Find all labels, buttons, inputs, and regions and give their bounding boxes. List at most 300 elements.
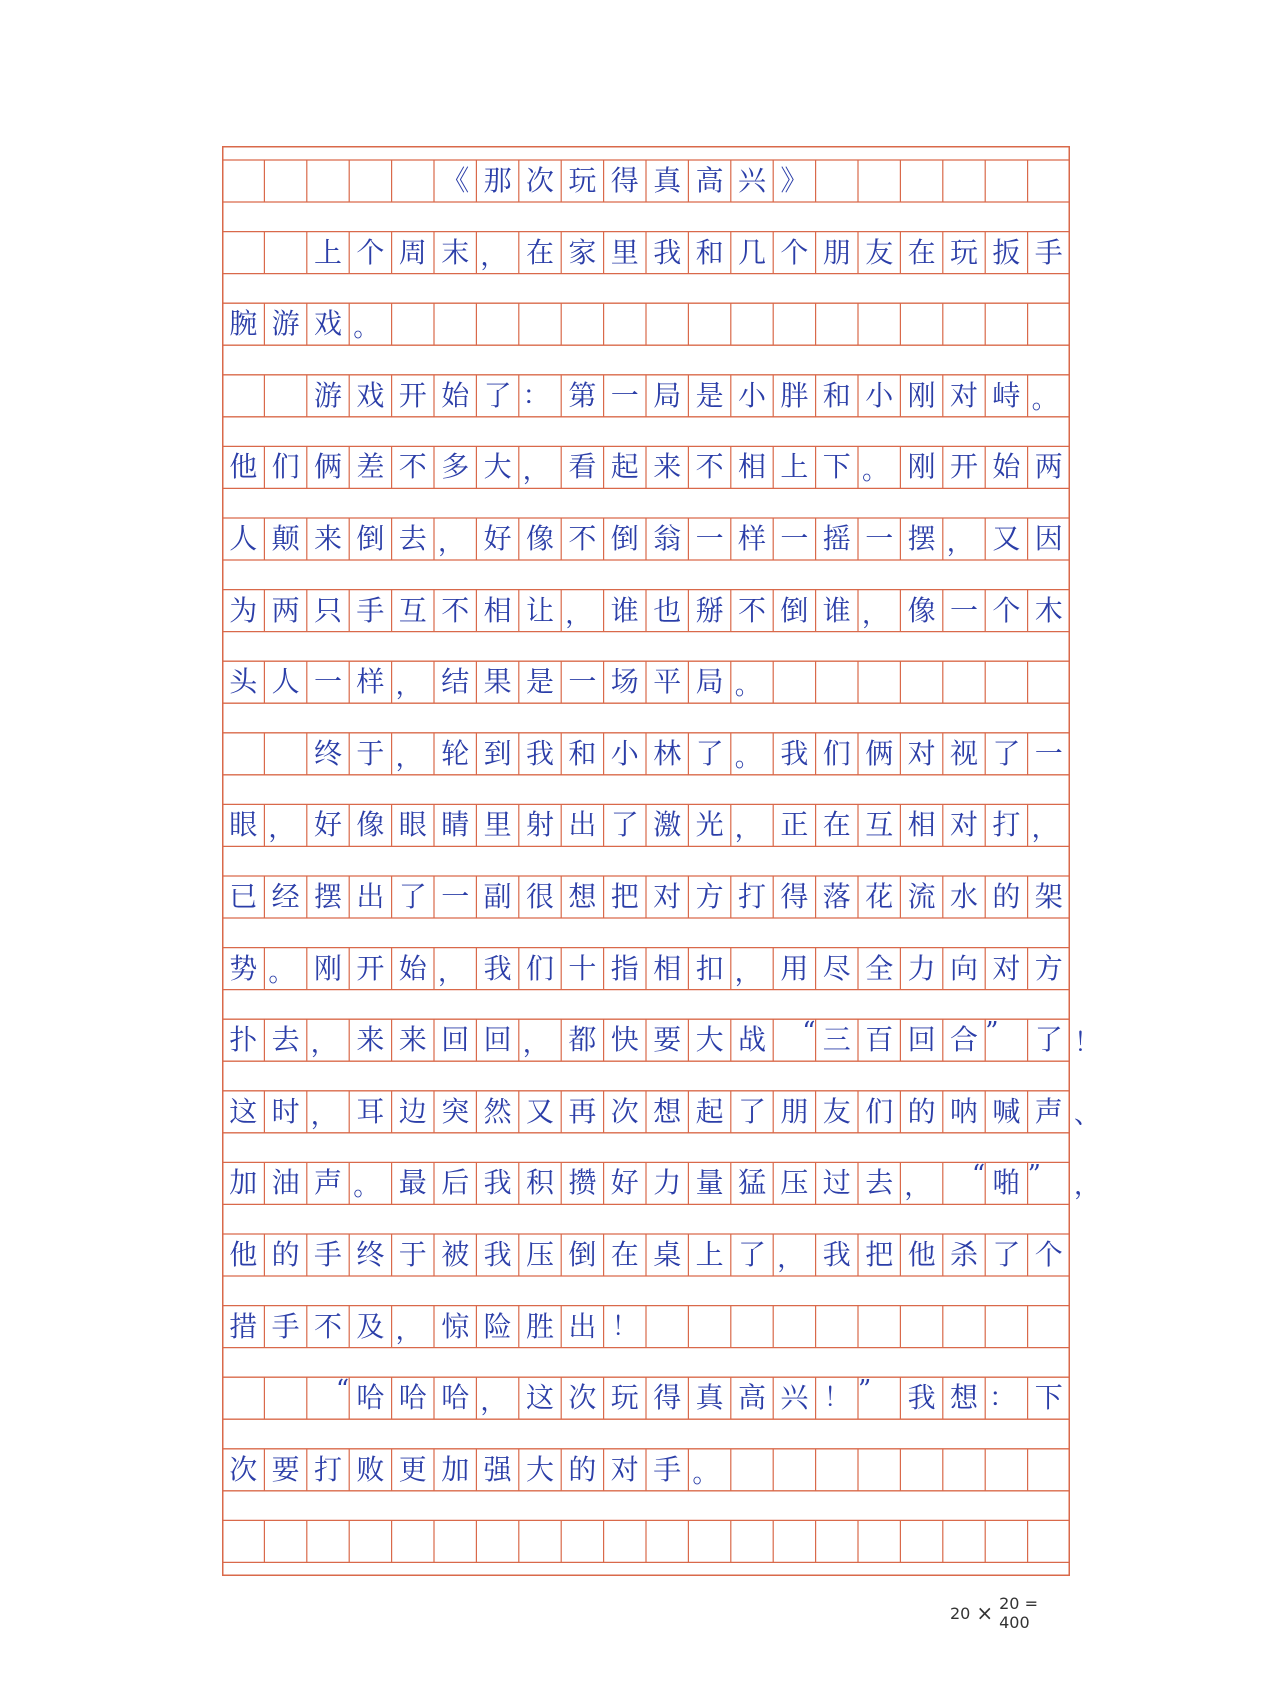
grid-cell: 都 [568, 1023, 597, 1057]
grid-cell: 耳 [356, 1094, 385, 1128]
grid-cell: 回 [441, 1023, 470, 1057]
grid-cell [985, 1520, 1027, 1562]
grid-cell: 这 [525, 1381, 554, 1415]
grid-cell: ， [438, 528, 465, 558]
grid-cell: 是 [525, 665, 554, 699]
grid-cell: 一 [568, 665, 597, 699]
grid-cell [264, 733, 306, 775]
grid-cell: 下 [1034, 1381, 1063, 1415]
grid-cell: 朋 [780, 1094, 809, 1128]
grid-cell: 险 [483, 1309, 512, 1343]
grid-cell [688, 1520, 730, 1562]
grid-cell: 个 [780, 235, 809, 269]
grid-row [222, 948, 1070, 990]
grid-cell: 想 [568, 880, 597, 913]
grid-cell: 几 [737, 235, 766, 269]
grid-cell: 了 [992, 1238, 1021, 1271]
grid-cell: 边 [398, 1094, 427, 1128]
grid-cell [307, 1520, 349, 1562]
grid-cell: 一 [780, 522, 809, 555]
grid-cell: 在 [610, 1238, 639, 1271]
grid-cell: 的 [907, 1094, 936, 1128]
grid-cell: 了 [610, 808, 639, 842]
grid-cell: 十 [568, 951, 597, 985]
grid-cell: 了 [695, 736, 724, 770]
grid-cell [1028, 1449, 1070, 1491]
grid-cell: 摆 [907, 522, 936, 555]
grid-cell: 喊 [992, 1094, 1021, 1128]
grid-cell [816, 1520, 858, 1562]
grid-cell [816, 1306, 858, 1348]
grid-cell: ， [734, 814, 761, 845]
grid-cell [646, 303, 688, 345]
grid-cell [900, 1306, 942, 1348]
grid-cell: 是 [695, 378, 724, 412]
grid-cell: 一 [1034, 736, 1063, 770]
grid-cell [731, 303, 773, 345]
grid-cell: 去 [398, 522, 427, 555]
grid-cell: 的 [992, 880, 1021, 913]
grid-cell: 高 [737, 1381, 766, 1415]
grid-cell: 摆 [313, 880, 342, 913]
grid-cell: 杀 [949, 1238, 978, 1271]
grid-cell: 打 [313, 1452, 342, 1486]
grid-cell: 力 [653, 1166, 682, 1200]
grid-cell: 加 [441, 1452, 470, 1486]
grid-cell: 真 [695, 1381, 724, 1415]
overflow-punctuation: ！ [1074, 1027, 1101, 1058]
grid-cell: 在 [525, 235, 554, 269]
grid-cell [604, 303, 646, 345]
grid-cell: 流 [907, 880, 936, 913]
grid-cell [773, 661, 815, 703]
grid-cell: 和 [568, 736, 597, 770]
grid-cell: 被 [441, 1238, 470, 1271]
grid-cell [561, 303, 603, 345]
grid-cell: 我 [822, 1238, 851, 1271]
grid-cell: 来 [356, 1023, 385, 1057]
grid-cell: ， [310, 1100, 337, 1131]
grid-cell: 那 [483, 164, 512, 197]
grid-cell: 再 [568, 1094, 597, 1128]
grid-outer-border [223, 147, 1070, 1576]
grid-cell: 对 [949, 378, 978, 412]
grid-cell: 战 [737, 1023, 766, 1057]
grid-row [222, 1234, 1070, 1276]
grid-row [222, 160, 1070, 202]
grid-row [222, 1160, 1101, 1204]
grid-cell: 方 [695, 880, 724, 913]
grid-cell: 朋 [822, 235, 851, 269]
grid-cell: 扑 [229, 1023, 258, 1057]
grid-cell: 向 [949, 951, 978, 985]
grid-cell: “ [802, 1017, 816, 1048]
grid-cell: 上 [780, 450, 809, 484]
grid-cell: 要 [271, 1452, 300, 1486]
grid-cell: 来 [313, 522, 342, 555]
grid-cell [688, 303, 730, 345]
grid-cell: 惊 [441, 1309, 470, 1343]
grid-cell: 桌 [653, 1238, 682, 1271]
grid-cell: 不 [737, 593, 766, 627]
grid-cell: 只 [313, 593, 342, 627]
grid-cell: 出 [568, 1309, 597, 1343]
grid-row [222, 1520, 1070, 1562]
grid-cell: 最 [398, 1166, 427, 1200]
grid-cell: 很 [525, 880, 554, 913]
grid-cell: 了 [398, 880, 427, 913]
grid-cell: 相 [737, 450, 766, 484]
grid-cell: ， [395, 671, 422, 702]
grid-cell: 不 [398, 450, 427, 484]
grid-cell: 扳 [992, 235, 1021, 269]
grid-cell: 啪 [992, 1166, 1021, 1200]
grid-cell: 刚 [313, 951, 342, 985]
grid-cell [943, 160, 985, 202]
grid-cell: 架 [1034, 880, 1063, 913]
grid-cell [900, 661, 942, 703]
grid-cell: 力 [907, 951, 936, 985]
grid-cell: 到 [483, 736, 512, 770]
grid-cell: 样 [356, 665, 385, 699]
grid-cell: ： [522, 380, 549, 411]
grid-cell: 眼 [398, 808, 427, 842]
grid-cell: 差 [356, 450, 385, 484]
grid-cell: 眼 [229, 808, 258, 842]
grid-cell: 互 [398, 593, 427, 627]
grid-cell: 时 [271, 1094, 300, 1128]
grid-cell: 场 [610, 665, 639, 699]
grid-cell: 哈 [356, 1381, 385, 1415]
grid-cell: 互 [865, 808, 894, 842]
grid-cell: 和 [822, 378, 851, 412]
grid-cell: 一 [695, 522, 724, 555]
grid-cell [985, 1449, 1027, 1491]
grid-cell: 兴 [737, 164, 766, 197]
grid-cell: 我 [907, 1381, 936, 1415]
grid-cell: 又 [525, 1094, 554, 1128]
grid-row [222, 375, 1070, 417]
grid-cell: 了 [1034, 1023, 1063, 1057]
grid-cell: 个 [992, 593, 1021, 627]
grid-cell: 我 [525, 736, 554, 770]
grid-cell: 加 [229, 1166, 258, 1200]
grid-cell [858, 661, 900, 703]
grid-cell: 也 [653, 593, 682, 627]
grid-cell [519, 303, 561, 345]
grid-cell: 扣 [695, 951, 724, 985]
grid-cell [773, 1520, 815, 1562]
grid-cell: 势 [229, 951, 258, 985]
grid-cell: 玩 [610, 1381, 639, 1415]
grid-cell: 落 [822, 880, 851, 913]
grid-cell: 手 [653, 1452, 682, 1486]
grid-cell: 了 [737, 1094, 766, 1128]
grid-cell [943, 1306, 985, 1348]
grid-cell: 来 [653, 450, 682, 484]
grid-cell: ， [310, 1029, 337, 1060]
grid-row [222, 446, 1070, 488]
grid-cell: 谁 [822, 593, 851, 627]
grid-cell: 一 [313, 665, 342, 699]
grid-cell: 结 [441, 665, 470, 699]
grid-cell: 俩 [865, 736, 894, 770]
grid-cell: 措 [229, 1309, 258, 1343]
grid-cell: 要 [653, 1023, 682, 1057]
grid-cell: 们 [525, 951, 554, 985]
grid-cell [222, 1377, 264, 1419]
grid-cell: 上 [313, 235, 342, 269]
grid-cell: 里 [483, 808, 512, 842]
grid-cell [773, 303, 815, 345]
grid-cell: 摇 [822, 522, 851, 555]
grid-cell: 想 [949, 1381, 978, 1415]
grid-cell: 来 [398, 1023, 427, 1057]
grid-cell: 友 [822, 1094, 851, 1128]
grid-cell [900, 1520, 942, 1562]
grid-cell: ， [522, 456, 549, 487]
grid-cell: 家 [568, 235, 597, 269]
grid-cell: 于 [398, 1238, 427, 1271]
grid-cell: 出 [356, 880, 385, 913]
grid-cell: 出 [568, 808, 597, 842]
grid-cell [858, 160, 900, 202]
grid-cell: 样 [737, 522, 766, 555]
grid-cell: 不 [695, 450, 724, 484]
grid-cell: 刚 [907, 450, 936, 484]
grid-cell: 相 [483, 593, 512, 627]
grid-cell: 射 [525, 808, 554, 842]
grid-cell [985, 160, 1027, 202]
grid-row [222, 518, 1070, 560]
grid-cell: 去 [271, 1023, 300, 1057]
grid-cell: 对 [610, 1452, 639, 1486]
grid-row [222, 1306, 1070, 1348]
grid-cell [392, 160, 434, 202]
grid-cell: 快 [610, 1023, 639, 1057]
grid-cell: 花 [865, 880, 894, 913]
grid-row [222, 232, 1070, 274]
grid-cell: 谁 [610, 593, 639, 627]
grid-cell: 然 [483, 1094, 512, 1128]
grid-cell [943, 303, 985, 345]
grid-cell: 对 [949, 808, 978, 842]
grid-cell: 用 [780, 951, 809, 985]
grid-cell [434, 303, 476, 345]
grid-cell: 始 [441, 378, 470, 412]
grid-cell: 周 [398, 235, 427, 269]
grid-cell: 次 [525, 164, 554, 197]
grid-cell: 。 [734, 742, 761, 773]
grid-cell [476, 1520, 518, 1562]
grid-cell [858, 1449, 900, 1491]
grid-cell: ” [985, 1017, 999, 1048]
grid-cell: 对 [653, 880, 682, 913]
grid-cell: 。 [734, 671, 761, 702]
grid-cell: 积 [525, 1166, 554, 1200]
grid-cell: 终 [313, 736, 342, 770]
grid-cell: 又 [992, 522, 1021, 555]
grid-cell [222, 160, 264, 202]
grid-cell: ， [480, 241, 507, 272]
grid-cell: 好 [610, 1166, 639, 1200]
grid-cell: 上 [695, 1238, 724, 1271]
grid-cell: 倒 [356, 522, 385, 555]
grid-cell: ！ [823, 1383, 850, 1414]
grid-cell [222, 733, 264, 775]
grid-cell [731, 1306, 773, 1348]
grid-cell [773, 1449, 815, 1491]
grid-cell: 像 [356, 808, 385, 842]
grid-row [222, 1091, 1101, 1133]
grid-cell: 木 [1034, 593, 1063, 627]
grid-cell [1028, 661, 1070, 703]
grid-cell: “ [335, 1375, 350, 1406]
grid-cell: 局 [695, 665, 724, 699]
grid-cell [1028, 303, 1070, 345]
grid-cell: 视 [949, 736, 978, 770]
grid-cell: 玩 [949, 235, 978, 269]
grid-cell: 对 [907, 736, 936, 770]
grid-cell: 油 [271, 1166, 300, 1200]
grid-cell: 一 [610, 378, 639, 412]
writing-grid-sheet [222, 146, 1101, 1576]
grid-cell: 经 [271, 880, 300, 913]
grid-cell: 激 [653, 808, 682, 842]
grid-cell: 手 [1034, 235, 1063, 269]
grid-cell: 头 [229, 665, 258, 699]
grid-cell: 果 [483, 665, 512, 699]
grid-cell: 后 [441, 1166, 470, 1200]
grid-cell: 把 [865, 1238, 894, 1271]
grid-cell [900, 160, 942, 202]
grid-cell: 戏 [313, 307, 342, 341]
grid-cell: 他 [229, 1238, 258, 1271]
grid-cell: 起 [695, 1094, 724, 1128]
grid-cell [264, 1377, 306, 1419]
grid-cell: 高 [695, 164, 724, 197]
grid-cell [773, 1306, 815, 1348]
grid-cell: 像 [907, 593, 936, 627]
grid-cell: ， [395, 742, 422, 773]
grid-cell [1028, 1306, 1070, 1348]
grid-cell: ， [395, 1315, 422, 1346]
grid-cell: 小 [737, 378, 766, 412]
grid-cell: 合 [949, 1023, 978, 1057]
grid-cell: 峙 [992, 378, 1021, 412]
grid-cell: 好 [483, 522, 512, 555]
grid-cell: “ [971, 1160, 986, 1191]
grid-cell: 。 [353, 1172, 380, 1203]
grid-cell [858, 303, 900, 345]
grid-cell: 百 [865, 1023, 894, 1057]
grid-cell: 个 [1034, 1238, 1063, 1271]
grid-cell: 两 [271, 593, 300, 627]
grid-cell: 胜 [525, 1309, 554, 1343]
grid-cell: 次 [568, 1381, 597, 1415]
grid-cell [985, 1306, 1027, 1348]
grid-cell: 我 [483, 951, 512, 985]
grid-cell: 的 [568, 1452, 597, 1486]
grid-row [222, 804, 1070, 846]
grid-cell: 副 [483, 880, 512, 913]
grid-cell: 让 [525, 593, 554, 627]
grid-cell: 次 [610, 1094, 639, 1128]
grid-cell [222, 1520, 264, 1562]
grid-cell: 声 [1034, 1094, 1063, 1128]
grid-cell: 手 [271, 1309, 300, 1343]
grid-cell: 轮 [441, 736, 470, 770]
grid-cell: 掰 [695, 593, 724, 627]
grid-row [222, 733, 1070, 775]
grid-cell: 得 [780, 880, 809, 913]
grid-cell [476, 303, 518, 345]
grid-cell: 刚 [907, 378, 936, 412]
grid-cell: 》 [780, 164, 809, 197]
grid-cell: 得 [653, 1381, 682, 1415]
grid-cell: 。 [862, 456, 889, 487]
grid-cell [349, 1520, 391, 1562]
grid-cell: 倒 [610, 522, 639, 555]
grid-cell: 正 [780, 808, 809, 842]
grid-cell [900, 1449, 942, 1491]
grid-cell: 猛 [737, 1166, 766, 1200]
grid-cell: 方 [1034, 951, 1063, 985]
grid-cell: 倒 [780, 593, 809, 627]
grid-cell: ” [858, 1375, 872, 1406]
grid-cell: 真 [653, 164, 682, 197]
grid-cell: 去 [865, 1166, 894, 1200]
grid-cell: ， [777, 1244, 804, 1274]
grid-cell: 我 [780, 736, 809, 770]
grid-cell [264, 232, 306, 274]
grid-cell: 下 [822, 450, 851, 484]
grid-cell: 大 [525, 1452, 554, 1486]
grid-cell [858, 1306, 900, 1348]
grid-cell: ， [904, 1172, 931, 1203]
grid-cell: 光 [695, 808, 724, 842]
grid-cell: 起 [610, 450, 639, 484]
grid-cell: 在 [907, 235, 936, 269]
grid-cell: 强 [483, 1452, 512, 1486]
grid-cell: 玩 [568, 164, 597, 197]
grid-cell: 相 [653, 951, 682, 985]
grid-cell: 三 [822, 1023, 851, 1057]
grid-cell: 始 [992, 450, 1021, 484]
grid-row [222, 303, 1070, 345]
grid-lines [222, 146, 1070, 1576]
grid-cell [816, 160, 858, 202]
grid-cell: 了 [992, 736, 1021, 770]
grid-cell [985, 303, 1027, 345]
grid-cell [392, 1520, 434, 1562]
grid-cell: 回 [907, 1023, 936, 1057]
grid-cell: 们 [271, 450, 300, 484]
grid-cell [816, 1449, 858, 1491]
grid-cell: 我 [483, 1238, 512, 1271]
grid-cell: 。 [1031, 384, 1058, 415]
grid-cell [816, 661, 858, 703]
grid-cell [731, 1449, 773, 1491]
grid-cell: 末 [441, 235, 470, 269]
grid-cell: 友 [865, 235, 894, 269]
grid-cell [858, 1520, 900, 1562]
grid-cell: 腕 [229, 307, 258, 341]
grid-row [222, 590, 1070, 632]
grid-cell: ， [480, 1387, 507, 1418]
grid-cell: 对 [992, 951, 1021, 985]
grid-cell: 胖 [780, 378, 809, 412]
